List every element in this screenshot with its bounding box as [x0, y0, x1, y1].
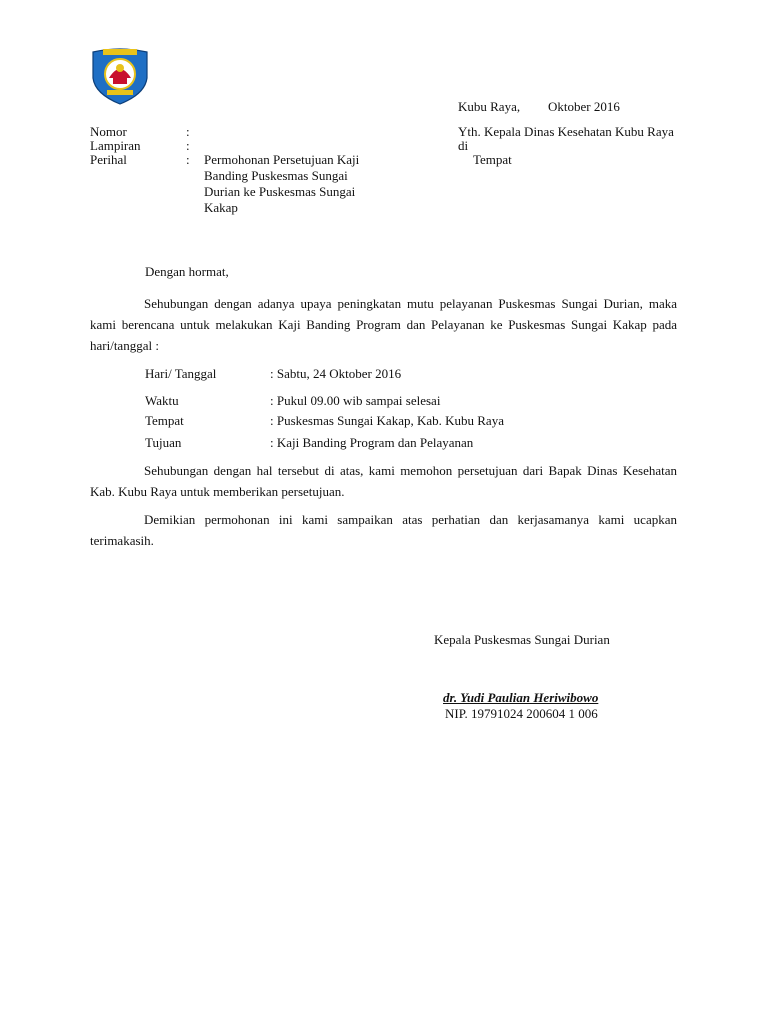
- perihal-label: Perihal: [90, 152, 127, 167]
- signatory-position: Kepala Puskesmas Sungai Durian: [434, 632, 610, 647]
- detail-label: Tujuan: [145, 435, 182, 450]
- body-paragraph: Demikian permohonan ini kami sampaikan atas perhatian dan kerjasamanya kami ucapkan terimakasih.: [90, 512, 677, 548]
- nomor-separator: :: [186, 124, 190, 139]
- detail-value: : Puskesmas Sungai Kakap, Kab. Kubu Raya: [270, 413, 504, 428]
- nomor-label: Nomor: [90, 124, 127, 139]
- perihal-line: Kakap: [204, 200, 238, 215]
- detail-value: : Kaji Banding Program dan Pelayanan: [270, 435, 474, 450]
- recipient-place: Tempat: [473, 152, 512, 167]
- detail-label: Waktu: [145, 393, 179, 408]
- detail-value: : Sabtu, 24 Oktober 2016: [270, 366, 402, 381]
- recipient-di: di: [458, 138, 469, 153]
- lampiran-label: Lampiran: [90, 138, 141, 153]
- lampiran-separator: :: [186, 138, 190, 153]
- detail-label: Hari/ Tanggal: [145, 366, 217, 381]
- letter-date: Oktober 2016: [548, 99, 620, 114]
- body-paragraph: Sehubungan dengan hal tersebut di atas, kami memohon persetujuan dari Bapak Dinas Kesehatan Kab. Kubu Raya untuk memberikan persetujuan.: [90, 463, 677, 499]
- salutation: Dengan hormat,: [145, 264, 229, 279]
- recipient-line: Yth. Kepala Dinas Kesehatan Kubu Raya: [458, 124, 674, 139]
- perihal-line: Permohonan Persetujuan Kaji: [204, 152, 360, 167]
- letter-place: Kubu Raya,: [458, 99, 521, 114]
- signatory-nip: NIP. 19791024 200604 1 006: [445, 706, 598, 721]
- body-paragraph: Sehubungan dengan adanya upaya peningkatan mutu pelayanan Puskesmas Sungai Durian, maka kami berencana untuk melakukan Kaji Banding Program dan Pelayanan ke Puskesmas Sungai Kakap pada hari/tanggal :: [90, 296, 677, 353]
- perihal-separator: :: [186, 152, 190, 167]
- perihal-line: Durian ke Puskesmas Sungai: [204, 184, 356, 199]
- kabupaten-emblem-logo: [89, 44, 151, 106]
- detail-value: : Pukul 09.00 wib sampai selesai: [270, 393, 441, 408]
- signatory-name: dr. Yudi Paulian Heriwibowo: [443, 690, 599, 705]
- perihal-line: Banding Puskesmas Sungai: [204, 168, 348, 183]
- detail-label: Tempat: [145, 413, 184, 428]
